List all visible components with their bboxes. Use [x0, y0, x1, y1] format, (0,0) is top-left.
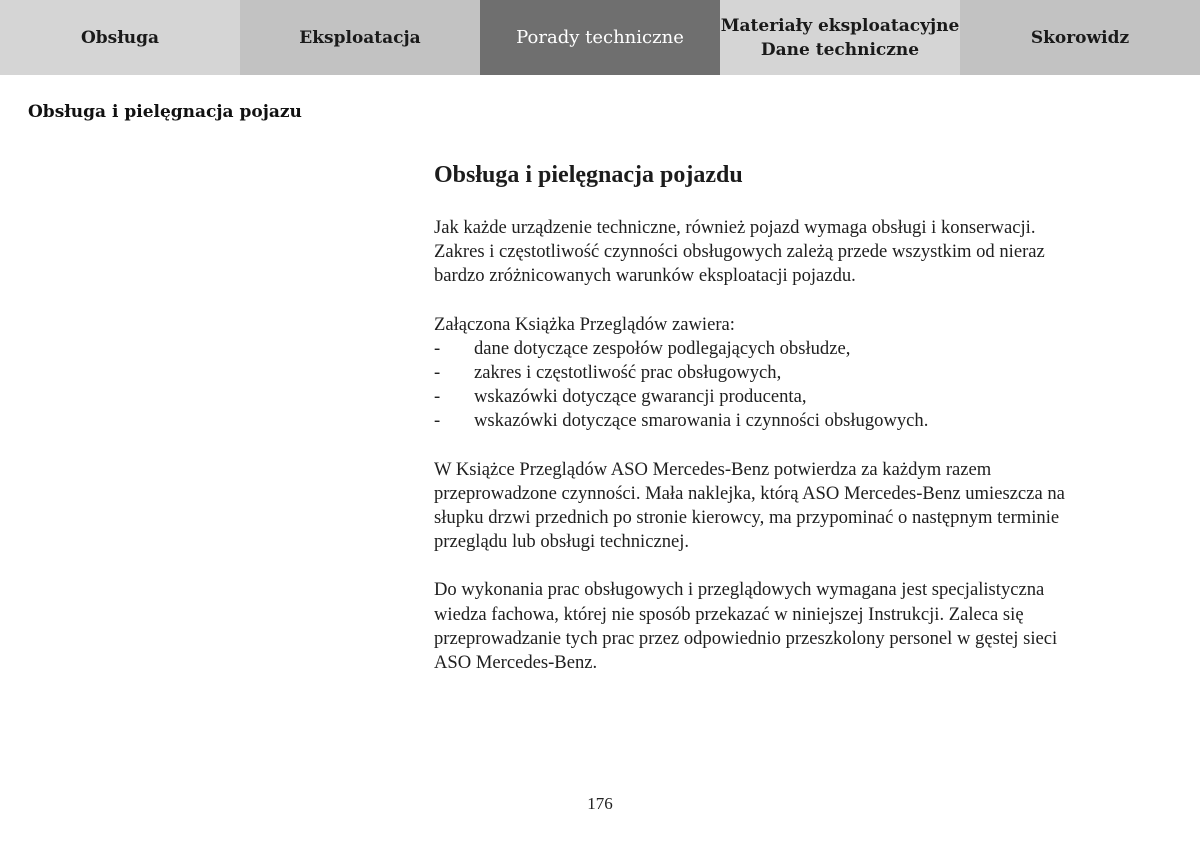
section-title: Obsługa i pielęgnacja pojazu [28, 102, 302, 122]
list-item-text: zakres i częstotliwość prac obsługowych, [474, 362, 782, 384]
list-dash: - [434, 410, 441, 432]
list-item [434, 361, 1074, 385]
tab-obsluga[interactable] [0, 0, 240, 75]
tab-eksploatacja[interactable] [240, 0, 480, 75]
tab-porady-techniczne-label: Porady techniczne [516, 26, 684, 48]
list-dash: - [434, 386, 441, 408]
tab-dane-label: Dane techniczne [760, 39, 920, 60]
list-item-text: wskazówki dotyczące gwarancji producenta, [474, 386, 807, 408]
list-dash: - [434, 362, 441, 384]
tab-materialy-label: Materiały eksploatacyjne [720, 15, 960, 36]
article-heading: Obsługa i pielęgnacja pojazdu [434, 162, 743, 188]
tab-materialy-dane[interactable] [720, 0, 960, 75]
page-number: 176 [587, 794, 613, 813]
list-item [434, 337, 1074, 361]
tab-obsluga-label: Obsługa [80, 27, 160, 48]
tab-eksploatacja-label: Eksploatacja [299, 27, 421, 48]
list-intro: Załączona Książka Przeglądów zawiera: [434, 313, 735, 335]
list-item [434, 385, 1074, 409]
list-item [434, 409, 1074, 433]
list-item-text: dane dotyczące zespołów podlegających obsłudze, [474, 337, 851, 359]
list-dash: - [434, 337, 441, 359]
contents-list [434, 337, 1074, 434]
article [434, 160, 1074, 699]
paragraph-service-book: W Książce Przeglądów ASO Mercedes-Benz potwierdza za każdym razem przeprowadzone czynności. Mała naklejka, którą ASO Mercedes-Benz umieszcza na słupku drzwi przednich po stronie kierowcy, ma przypominać o następnym terminie przeglądu lub obsługi technicznej. [434, 458, 1065, 553]
tab-porady-techniczne[interactable] [480, 0, 720, 75]
tab-skorowidz-label: Skorowidz [1030, 27, 1130, 48]
list-item-text: wskazówki dotyczące smarowania i czynności obsługowych. [474, 410, 929, 432]
paragraph-intro: Jak każde urządzenie techniczne, również pojazd wymaga obsługi i konserwacji. Zakres i częstotliwość czynności obsługowych zależą przede wszystkim od nieraz bardzo zróżnicowanych warunków eksploatacji pojazdu. [434, 217, 1045, 287]
paragraph-qualified-staff: Do wykonania prac obsługowych i przeglądowych wymagana jest specjalistyczna wiedza fachowa, której nie sposób przekazać w niniejszej Instrukcji. Zaleca się przeprowadzanie tych prac przez odpowiednio przeszkolony personel w gęstej sieci ASO Mercedes-Benz. [434, 579, 1058, 674]
chapter-tabs [0, 0, 1200, 75]
tab-skorowidz[interactable] [960, 0, 1200, 75]
